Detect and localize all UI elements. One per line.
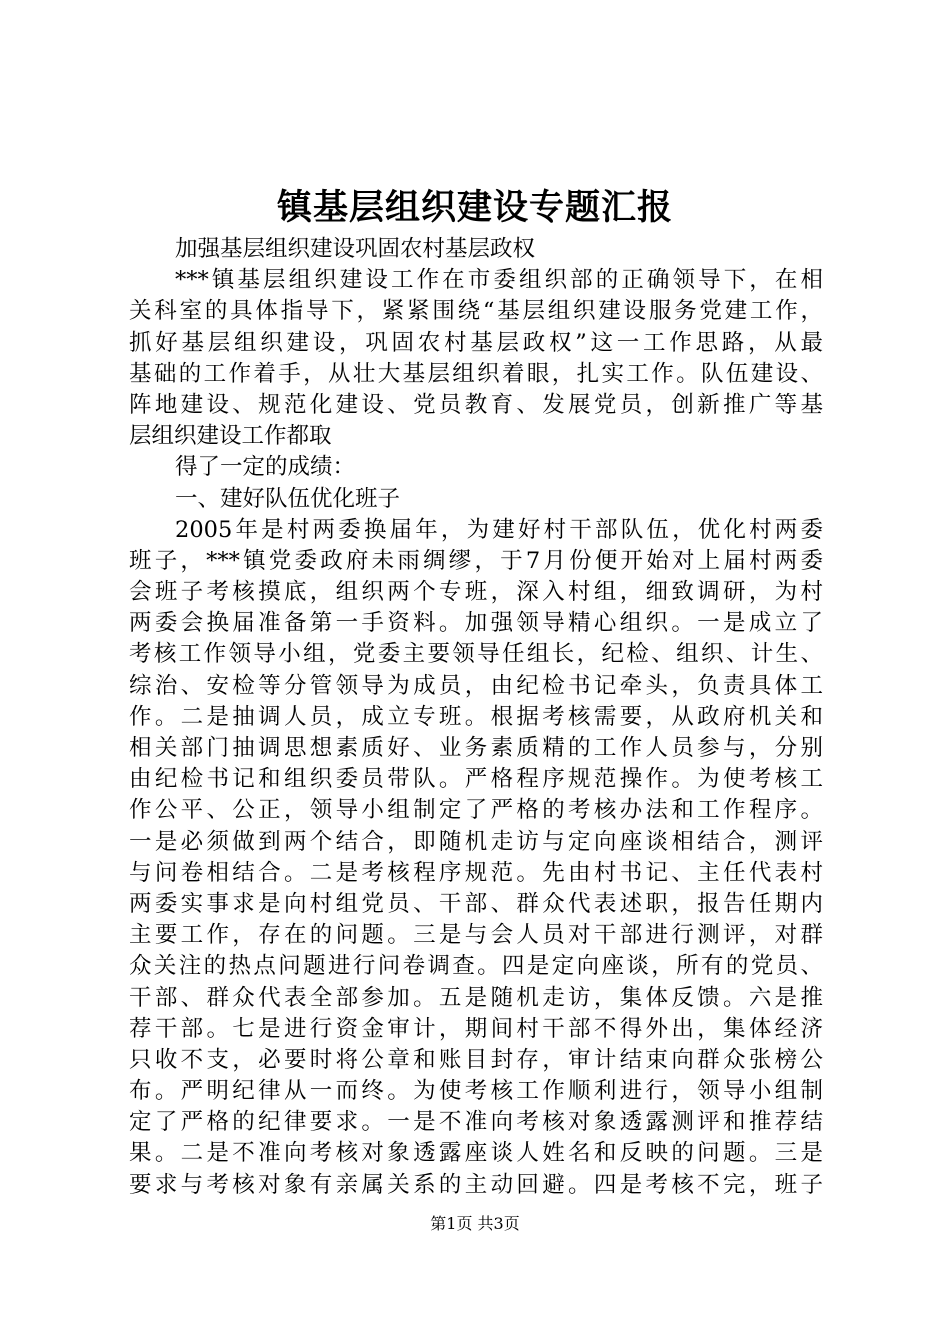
- body-line: 布。严明纪律从一而终。为使考核工作顺利进行，领导小组制: [129, 1078, 823, 1105]
- body-line: ***镇基层组织建设工作在市委组织部的正确领导下，在相: [175, 267, 823, 294]
- body-line: 要求与考核对象有亲属关系的主动回避。四是考核不完，班子: [129, 1171, 823, 1198]
- body-line: 综治、安检等分管领导为成员，由纪检书记牵头，负责具体工: [129, 672, 823, 699]
- body-line: 层组织建设工作都取: [129, 423, 332, 450]
- body-line: 抓好基层组织建设，巩固农村基层政权”这一工作思路，从最: [129, 329, 823, 356]
- body-line: 两委会换届准备第一手资料。加强领导精心组织。一是成立了: [129, 610, 823, 637]
- body-line: 一、建好队伍优化班子: [175, 485, 401, 512]
- body-line: 荐干部。七是进行资金审计，期间村干部不得外出，集体经济: [129, 1015, 823, 1042]
- body-line: 由纪检书记和组织委员带队。严格程序规范操作。为使考核工: [129, 766, 823, 793]
- body-line: 2005年是村两委换届年，为建好村干部队伍，优化村两委: [175, 516, 823, 543]
- body-line: 只收不支，必要时将公章和账目封存，审计结束向群众张榜公: [129, 1046, 823, 1073]
- body-line: 基础的工作着手，从壮大基层组织着眼，扎实工作。队伍建设、: [129, 360, 823, 387]
- body-line: 阵地建设、规范化建设、党员教育、发展党员，创新推广等基: [129, 391, 823, 418]
- body-line: 干部、群众代表全部参加。五是随机走访，集体反馈。六是推: [129, 984, 823, 1011]
- body-line: 果。二是不准向考核对象透露座谈人姓名和反映的问题。三是: [129, 1140, 823, 1167]
- body-line: 考核工作领导小组，党委主要领导任组长，纪检、组织、计生、: [129, 641, 823, 668]
- body-line: 一是必须做到两个结合，即随机走访与定向座谈相结合，测评: [129, 828, 823, 855]
- body-line: 作公平、公正，领导小组制定了严格的考核办法和工作程序。: [129, 797, 823, 824]
- body-line: 众关注的热点问题进行问卷调查。四是定向座谈，所有的党员、: [129, 953, 823, 980]
- body-line: 班子，***镇党委政府未雨绸缪，于7月份便开始对上届村两委: [129, 547, 823, 574]
- body-line: 与问卷相结合。二是考核程序规范。先由村书记、主任代表村: [129, 859, 823, 886]
- body-line: 定了严格的纪律要求。一是不准向考核对象透露测评和推荐结: [129, 1109, 823, 1136]
- document-body: [129, 234, 823, 1201]
- body-line: 关科室的具体指导下，紧紧围绕“基层组织建设服务党建工作，: [129, 298, 823, 325]
- body-line: 会班子考核摸底，组织两个专班，深入村组，细致调研，为村: [129, 579, 823, 606]
- body-line: 相关部门抽调思想素质好、业务素质精的工作人员参与，分别: [129, 735, 823, 761]
- body-line: 加强基层组织建设巩固农村基层政权: [175, 236, 536, 262]
- page-number-footer: 第1页 共3页: [430, 1214, 520, 1233]
- body-line: 主要工作，存在的问题。三是与会人员对干部进行测评，对群: [129, 922, 823, 949]
- body-line: 作。二是抽调人员，成立专班。根据考核需要，从政府机关和: [129, 703, 823, 730]
- document-title: 镇基层组织建设专题汇报: [276, 187, 673, 228]
- body-line: 得了一定的成绩：: [175, 454, 356, 481]
- body-line: 两委实事求是向村组党员、干部、群众代表述职，报告任期内: [129, 890, 823, 917]
